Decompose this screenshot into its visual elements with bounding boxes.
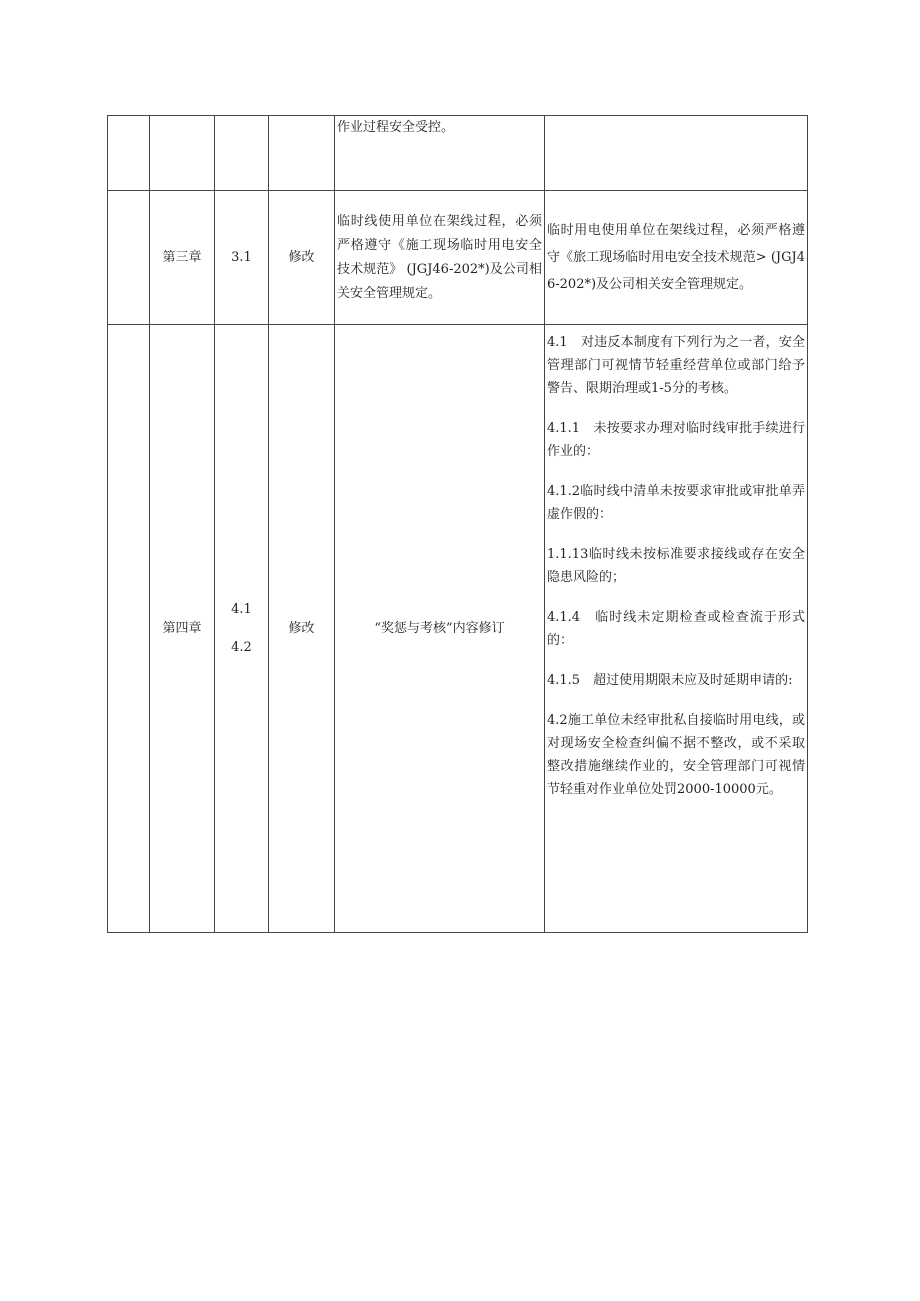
revised-paragraph: 4.1 对违反本制度有下列行为之一者，安全管理部门可视情节轻重经营单位或部门给予警告、限期治理或1-5分的考核。 [547,335,805,396]
original-text: 临时线使用单位在架线过程，必须严格遵守《施工现场临时用电安全技术规范》 (JGJ46-202*)及公司相关安全管理规定。 [337,213,542,301]
revised-paragraph: 1.1.13临时线未按标准要求接线或存在安全隐患风险的； [547,547,805,585]
revised-paragraph: 4.1.1 未按要求办理对临时线审批手续进行作业的： [547,421,805,459]
action-cell: 修改 [269,325,335,933]
section-number: 4.1 [231,601,252,617]
table-row [108,116,808,191]
section-cell [215,116,269,191]
chapter-cell: 第四章 [150,325,215,933]
table-row [108,191,808,325]
action-cell [269,116,335,191]
section-cell [215,325,269,933]
revised-text-cell [545,116,808,191]
revised-text-cell [545,325,808,933]
revised-text: 临时用电使用单位在架线过程，必须严格遵守《旅工现场临时用电安全技术规范> (JGJ46-202*)及公司相关安全管理规定。 [547,223,805,292]
revised-paragraph: 4.1.2临时线中清单未按要求审批或审批单弄虚作假的： [547,484,805,522]
original-text-cell: “奖惩与考核”内容修订 [335,325,545,933]
section-number: 4.2 [231,639,252,655]
original-text-cell [335,116,545,191]
original-text-cell [335,191,545,325]
chapter-cell [150,116,215,191]
revised-paragraph: 4.2施工单位未经审批私自接临时用电线，或对现场安全检查纠偏不据不整改，或不采取整改措施继续作业的，安全管理部门可视情节轻重对作业单位处罚2000-10000元。 [547,713,805,797]
section-cell: 3.1 [215,191,269,325]
blank-cell [108,325,150,933]
blank-cell [108,116,150,191]
table-row [108,325,808,933]
revised-paragraph: 4.1.5 超过使用期限未应及时延期申请的: [547,673,793,688]
blank-cell [108,191,150,325]
action-cell: 修改 [269,191,335,325]
original-text: 作业过程安全受控。 [337,120,455,135]
chapter-cell: 第三章 [150,191,215,325]
revised-paragraph: 4.1.4 临时线未定期检查或检查流于形式的： [547,610,805,648]
revised-text-cell [545,191,808,325]
revision-table [107,115,808,933]
